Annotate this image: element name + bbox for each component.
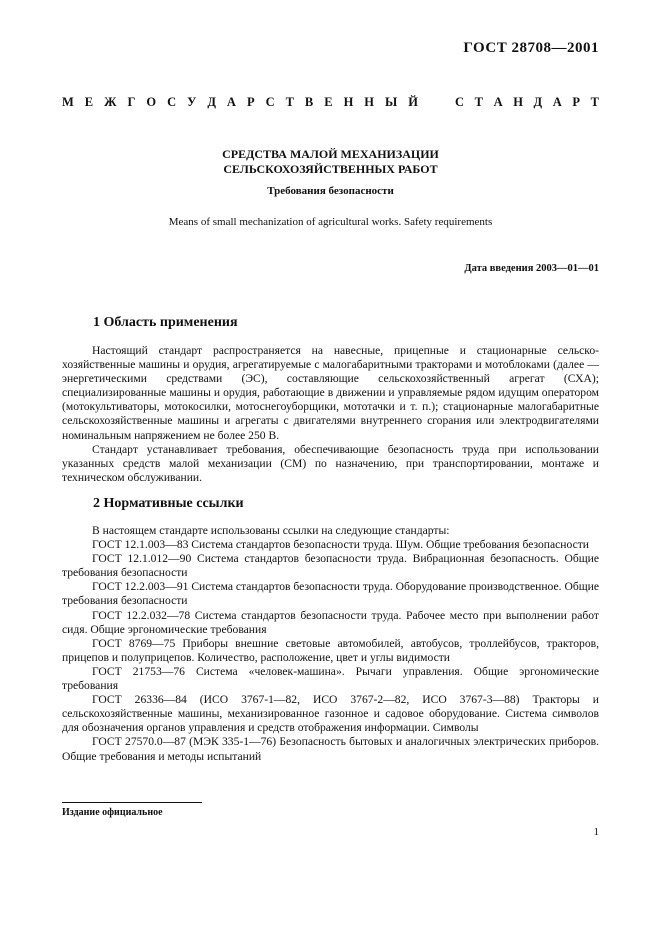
section-2-heading: 2 Нормативные ссылки <box>93 496 244 511</box>
paragraph: Настоящий стандарт распространяется на навесные, прицепные и стационарные сельско-хозяйственные машины и орудия, агрегатируемые с малогабаритными тракторами и мотоблоками (далее — энергетическими средствами (ЭС), составляющие сельскохозяйственный агрегат (СХА); специализированные машины и орудия, работающие в движении и управляемые рядом идущим оператором (мотокультиваторы, мотокосилки, мотоснегоуборщики, мототачки и т. п.); стационарные малогабаритные сельскохозяйственные машины и агрегаты с двигателями внутреннего сгорания или электродвигателями номинальным напряжением не более 250 В. <box>62 344 599 442</box>
banner-letter: Д <box>207 95 216 109</box>
reference-item: ГОСТ 12.1.003—83 Система стандартов безопасности труда. Шум. Общие требования безопасности <box>92 538 590 552</box>
footer-divider <box>62 802 202 803</box>
banner-letter: Е <box>84 95 94 109</box>
reference-item: ГОСТ 27570.0—87 (МЭК 335-1—76) Безопасность бытовых и аналогичных электрических приборов. Общие требования и методы испытаний <box>62 735 599 763</box>
reference-item: ГОСТ 12.2.003—91 Система стандартов безопасности труда. Оборудование производственное. Общие требования безопасности <box>62 580 599 608</box>
banner-letter: В <box>304 95 314 109</box>
banner-letter: Ы <box>385 95 398 109</box>
banner-word-standart <box>455 95 599 110</box>
banner-letter: С <box>455 95 465 109</box>
banner-word-mezhgos <box>62 95 418 110</box>
banner-letter: Д <box>533 95 543 109</box>
banner-letter: О <box>146 95 157 109</box>
banner-letter: Е <box>324 95 333 109</box>
banner-letter: С <box>167 95 177 109</box>
banner-letter: М <box>62 95 74 109</box>
official-edition-note: Издание официальное <box>62 807 163 818</box>
banner-letter: Н <box>364 95 375 109</box>
banner-letter: С <box>265 95 275 109</box>
document-id: ГОСТ 28708—2001 <box>463 40 599 56</box>
paragraph: Стандарт устанавливает требования, обеспечивающие безопасность труда при использовании указанных средств малой механизации (СМ) по назначению, при транспортировании, монтаже и техническом обслуживании. <box>62 442 599 484</box>
page-number: 1 <box>593 826 599 838</box>
banner-letter: Т <box>474 95 483 109</box>
reference-item: ГОСТ 12.2.032—78 Система стандартов безопасности труда. Рабочее место при выполнении работ сидя. Общие эргономические требования <box>62 608 599 636</box>
banner-letter: А <box>552 95 562 109</box>
banner-letter: Й <box>408 95 418 109</box>
effective-date: Дата введения 2003—01—01 <box>464 263 599 274</box>
title-line-2: СЕЛЬСКОХОЗЯЙСТВЕННЫХ РАБОТ <box>223 162 438 176</box>
banner-letter: Т <box>285 95 294 109</box>
section-2-body <box>62 524 599 764</box>
banner-letter: Н <box>343 95 354 109</box>
banner-letter: А <box>493 95 503 109</box>
banner-letter: Р <box>246 95 255 109</box>
banner-letter: Т <box>590 95 599 109</box>
title-line-1: СРЕДСТВА МАЛОЙ МЕХАНИЗАЦИИ <box>222 147 439 161</box>
reference-item: ГОСТ 8769—75 Приборы внешние световые автомобилей, автобусов, троллейбусов, тракторов, прицепов и полуприцепов. Количество, расположение, цвет и углы видимости <box>62 636 599 664</box>
banner-letter: Г <box>127 95 136 109</box>
document-title <box>0 147 661 177</box>
section-1-heading: 1 Область применения <box>93 315 238 330</box>
reference-item: ГОСТ 26336—84 (ИСО 3767-1—82, ИСО 3767-2—82, ИСО 3767-3—88) Тракторы и сельскохозяйственные машины, механизированное газонное и садовое оборудование. Система символов для обозначения органов управления и средств отображения информации. Символы <box>62 693 599 735</box>
banner-letter: Н <box>513 95 523 109</box>
section-1-body <box>62 344 599 485</box>
banner-letter: У <box>187 95 197 109</box>
english-title: Means of small mechanization of agricultural works. Safety requirements <box>168 216 493 228</box>
paragraph: В настоящем стандарте использованы ссылки на следующие стандарты: <box>92 524 450 537</box>
document-subtitle: Требования безопасности <box>267 185 394 197</box>
standard-type-banner <box>62 95 599 110</box>
reference-item: ГОСТ 21753—76 Система «человек-машина». Рычаги управления. Общие эргономические требования <box>62 664 599 693</box>
banner-letter: Ж <box>104 95 117 109</box>
banner-letter: А <box>226 95 236 109</box>
banner-letter: Р <box>572 95 580 109</box>
reference-item: ГОСТ 12.1.012—90 Система стандартов безопасности труда. Вибрационная безопасность. Общие требования безопасности <box>62 552 599 580</box>
